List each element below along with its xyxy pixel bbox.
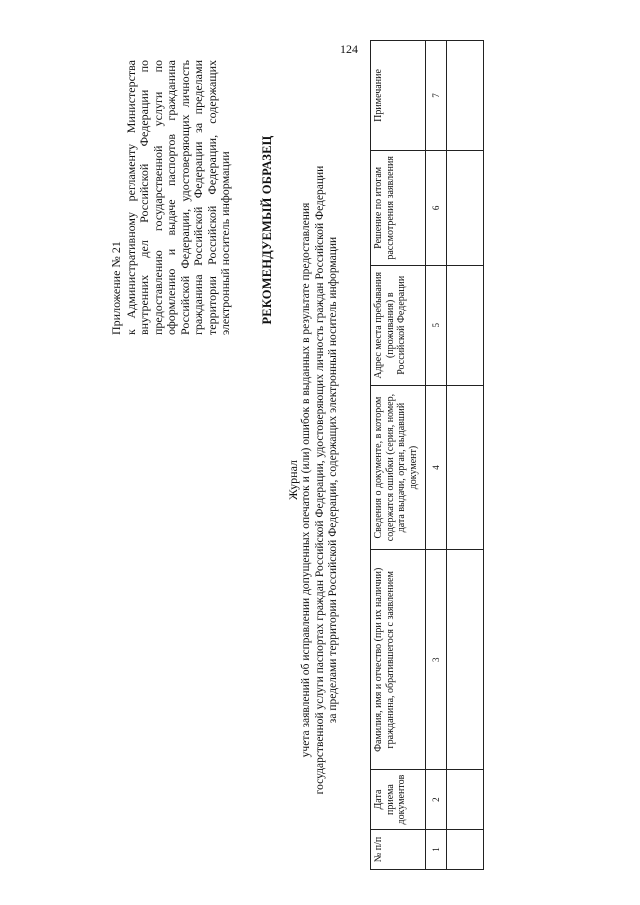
column-number: 7 [426,41,447,151]
page-number: 124 [340,42,358,56]
journal-subtitle [300,85,341,875]
column-number: 5 [426,265,447,385]
journal-table [370,40,484,870]
column-number: 4 [426,385,447,550]
column-number: 3 [426,550,447,770]
appendix-body: к Административному регламенту Министерства внутренних дел Российской Федерации по предоставлению государственной услуги по оформлению и выдаче паспортов гражданина Российской Федерации, удостоверяющих личность гражданина Российской Федерации за пределами территории Российской Федерации, содержащих электронный носитель информации [123,60,232,335]
column-number: 1 [426,830,447,870]
empty-cell [447,41,484,151]
table-empty-row [447,41,484,870]
table-number-row [426,41,447,870]
header-cell: Примечание [371,41,426,151]
empty-cell [447,265,484,385]
header-cell: Фамилия, имя и отчество (при их наличии) гражданина, обратившегося с заявлением [371,550,426,770]
header-cell: № п/п [371,830,426,870]
header-cell: Решение по итогам рассмотрения заявления [371,150,426,265]
recommended-sample-label: РЕКОМЕНДУЕМЫЙ ОБРАЗЕЦ [260,135,274,325]
appendix-block [110,60,233,335]
header-cell: Адрес места пребывания (проживания) в Российской Федерации [371,265,426,385]
journal-subtitle-line: государственной услуги паспортах граждан Российской Федерации, удостоверяющих личность граждан Российской Федерации [313,165,326,795]
empty-cell [447,385,484,550]
header-cell: Дата приема документов [371,770,426,830]
column-number: 2 [426,770,447,830]
header-cell: Сведения о документе, в котором содержатся ошибки (серия, номер, дата выдачи, орган, выдавший документ) [371,385,426,550]
journal-title: Журнал [286,460,300,501]
rotated-document-content [100,40,540,900]
empty-cell [447,150,484,265]
table-header-row [371,41,426,870]
journal-subtitle-line: учета заявлений об исправлении допущенных опечаток и (или) ошибок в выданных в результате предоставления [300,202,312,758]
empty-cell [447,550,484,770]
empty-cell [447,770,484,830]
column-number: 6 [426,150,447,265]
journal-subtitle-line: за пределами территории Российской Федерации, содержащих электронный носитель информации [327,236,339,724]
appendix-title: Приложение № 21 [109,241,123,335]
empty-cell [447,830,484,870]
